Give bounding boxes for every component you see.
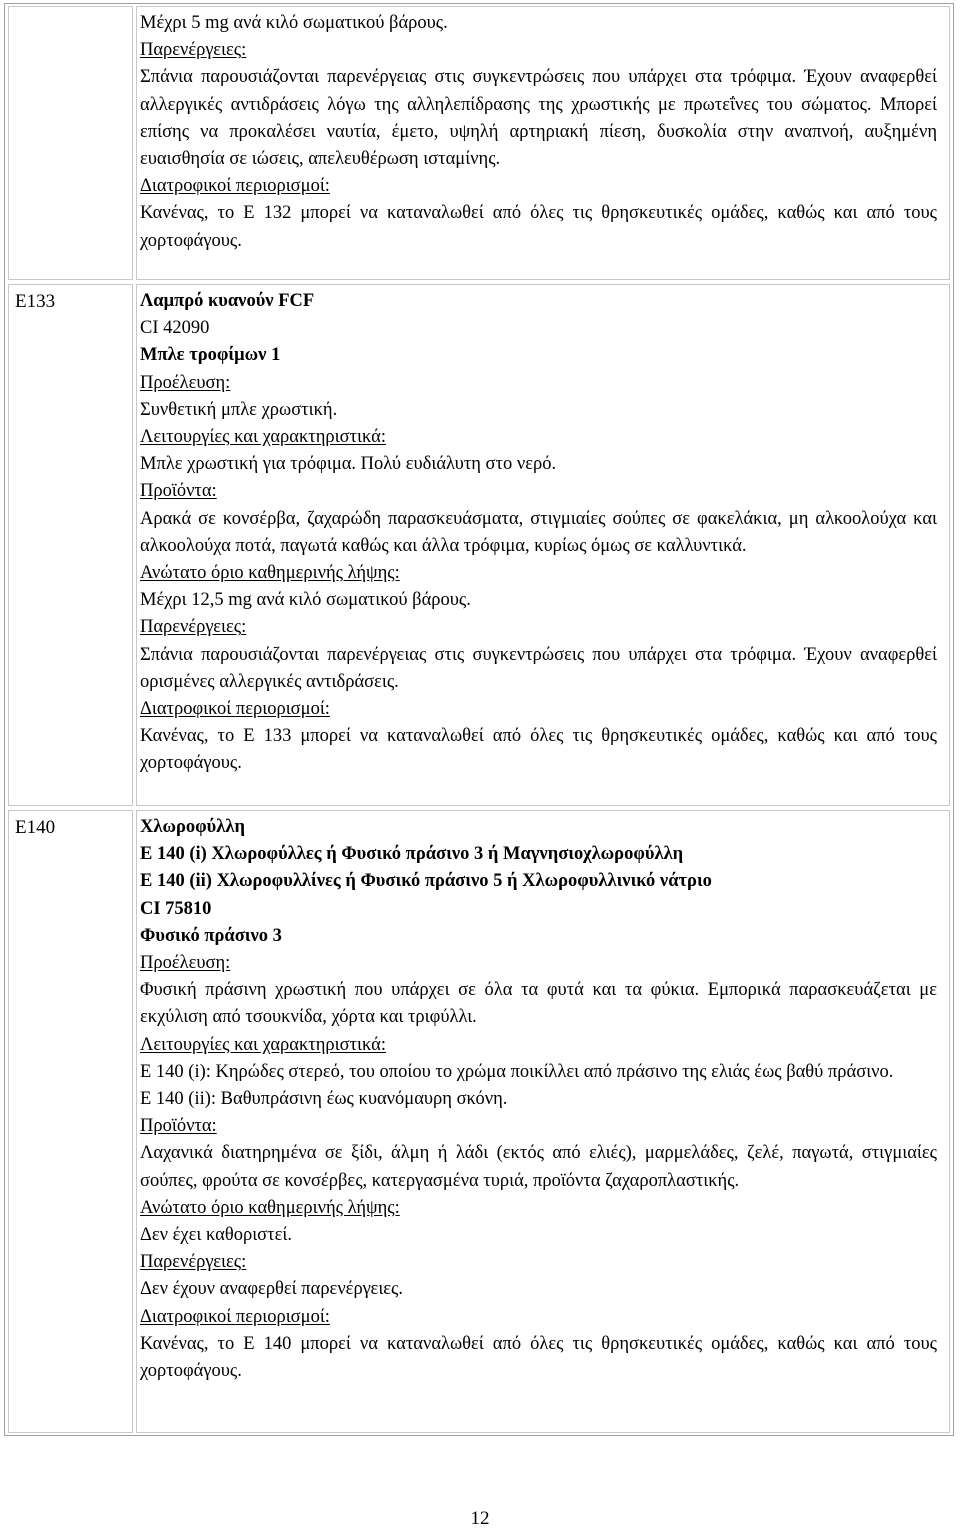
text-paragraph: Λαχανικά διατηρημένα σε ξίδι, άλμη ή λάδι (εκτός από ελιές), μαρμελάδες, ζελέ, παγωτά, στιγμιαίες σούπες, φρούτα σε κονσέρβες, κατεργασμένα τυριά, προϊόντα ζαχαροπλαστικής. [140,1143,937,1191]
table-row-e133 [5,282,953,808]
additives-table [4,3,954,1436]
section-heading-side-effects: Παρενέργειες: [140,617,247,638]
section-heading-dietary-restrictions: Διατροφικοί περιορισμοί: [140,1306,330,1327]
text-line: Μέχρι 5 mg ανά κιλό σωματικού βάρους. [140,13,448,33]
color-index: CI 42090 [140,318,210,339]
additive-description-cell [136,6,950,280]
table-row-e140 [5,808,953,1435]
text-paragraph: E 140 (i): Κηρώδες στερεό, του οποίου το χρώμα ποικίλλει από πράσινο της ελιάς έως βαθύ πράσινο. [140,1061,894,1082]
text-line: Συνθετική μπλε χρωστική. [140,399,338,420]
section-heading-dietary-restrictions: Διατροφικοί περιορισμοί: [140,699,330,720]
section-heading-origin: Προέλευση: [140,372,231,393]
text-line: E 140 (ii): Βαθυπράσινη έως κυανόμαυρη σκόνη. [140,1089,508,1110]
text-line: Δεν έχει καθοριστεί. [140,1225,292,1246]
text-paragraph: Κανένας, το E 133 μπορεί να καταναλωθεί από όλες τις θρησκευτικές ομάδες, καθώς και από τους χορτοφάγους. [140,726,937,774]
additive-description-cell [136,284,950,806]
section-heading-side-effects: Παρενέργειες: [140,1252,247,1273]
additive-alt-name: Φυσικό πράσινο 3 [140,925,282,946]
section-heading-products: Προϊόντα: [140,481,217,502]
text-paragraph: Κανένας, το E 132 μπορεί να καταναλωθεί από όλες τις θρησκευτικές ομάδες, καθώς και από τους χορτοφάγους. [140,203,937,251]
section-heading-functions: Λειτουργίες και χαρακτηριστικά: [140,1034,387,1055]
text-paragraph: Κανένας, το E 140 μπορεί να καταναλωθεί από όλες τις θρησκευτικές ομάδες, καθώς και από τους χορτοφάγους. [140,1333,937,1382]
page-number: 12 [470,1508,490,1529]
section-heading-side-effects: Παρενέργειες: [140,40,247,61]
section-heading-daily-intake: Ανώτατο όριο καθημερινής λήψης: [140,563,400,584]
color-index: CI 75810 [140,898,212,919]
additive-name: Λαμπρό κυανούν FCF [140,291,315,311]
text-paragraph: Σπάνια παρουσιάζονται παρενέργειας στις συγκεντρώσεις που υπάρχει στα τρόφιμα. Έχουν αναφερθεί αλλεργικές αντιδράσεις λόγω της αλληλεπίδρασης της χρωστικής με πρωτεΐνες του σώματος. Μπορεί επίσης να προκαλέσει ναυτία, έμετο, υψηλή αρτηριακή πίεση, δυσκολία στην αναπνοή, αυξημένη ευαισθησία σε ιώσεις, απελευθέρωση ισταμίνης. [140,67,937,170]
additive-code-cell [8,6,133,280]
text-line: Δεν έχουν αναφερθεί παρενέργειες. [140,1279,404,1300]
table-row-e132-continued [5,4,953,282]
section-heading-origin: Προέλευση: [140,953,231,974]
section-heading-dietary-restrictions: Διατροφικοί περιορισμοί: [140,176,330,197]
additive-subtype-ii: E 140 (ii) Χλωροφυλλίνες ή Φυσικό πράσινο 5 ή Χλωροφυλλινικό νάτριο [140,871,712,892]
section-heading-functions: Λειτουργίες και χαρακτηριστικά: [140,427,387,448]
additive-subtype-i: E 140 (i) Χλωροφύλλες ή Φυσικό πράσινο 3 ή Μαγνησιοχλωροφύλλη [140,844,684,865]
additive-code-cell: E133 [8,284,133,806]
text-line: Μπλε χρωστική για τρόφιμα. Πολύ ευδιάλυτη στο νερό. [140,454,557,475]
text-paragraph: Αρακά σε κονσέρβα, ζαχαρώδη παρασκευάσματα, στιγμιαίες σούπες σε φακελάκια, μη αλκοολούχα και αλκοολούχα ποτά, παγωτά καθώς και άλλα τρόφιμα, κυρίως όμως σε καλλυντικά. [140,508,937,556]
additive-name: Χλωροφύλλη [140,817,245,837]
additive-description-cell [136,810,950,1433]
additive-code-cell: E140 [8,810,133,1433]
text-paragraph: Σπάνια παρουσιάζονται παρενέργειας στις συγκεντρώσεις που υπάρχει στα τρόφιμα. Έχουν αναφερθεί ορισμένες αλλεργικές αντιδράσεις. [140,644,937,692]
section-heading-products: Προϊόντα: [140,1116,217,1137]
section-heading-daily-intake: Ανώτατο όριο καθημερινής λήψης: [140,1197,400,1218]
text-paragraph: Φυσική πράσινη χρωστική που υπάρχει σε όλα τα φυτά και τα φύκια. Εμπορικά παρασκευάζεται με εκχύλιση από τσουκνίδα, χόρτα και τριφύλλι. [140,980,937,1028]
additive-alt-name: Μπλε τροφίμων 1 [140,345,281,366]
text-line: Μέχρι 12,5 mg ανά κιλό σωματικού βάρους. [140,590,471,611]
